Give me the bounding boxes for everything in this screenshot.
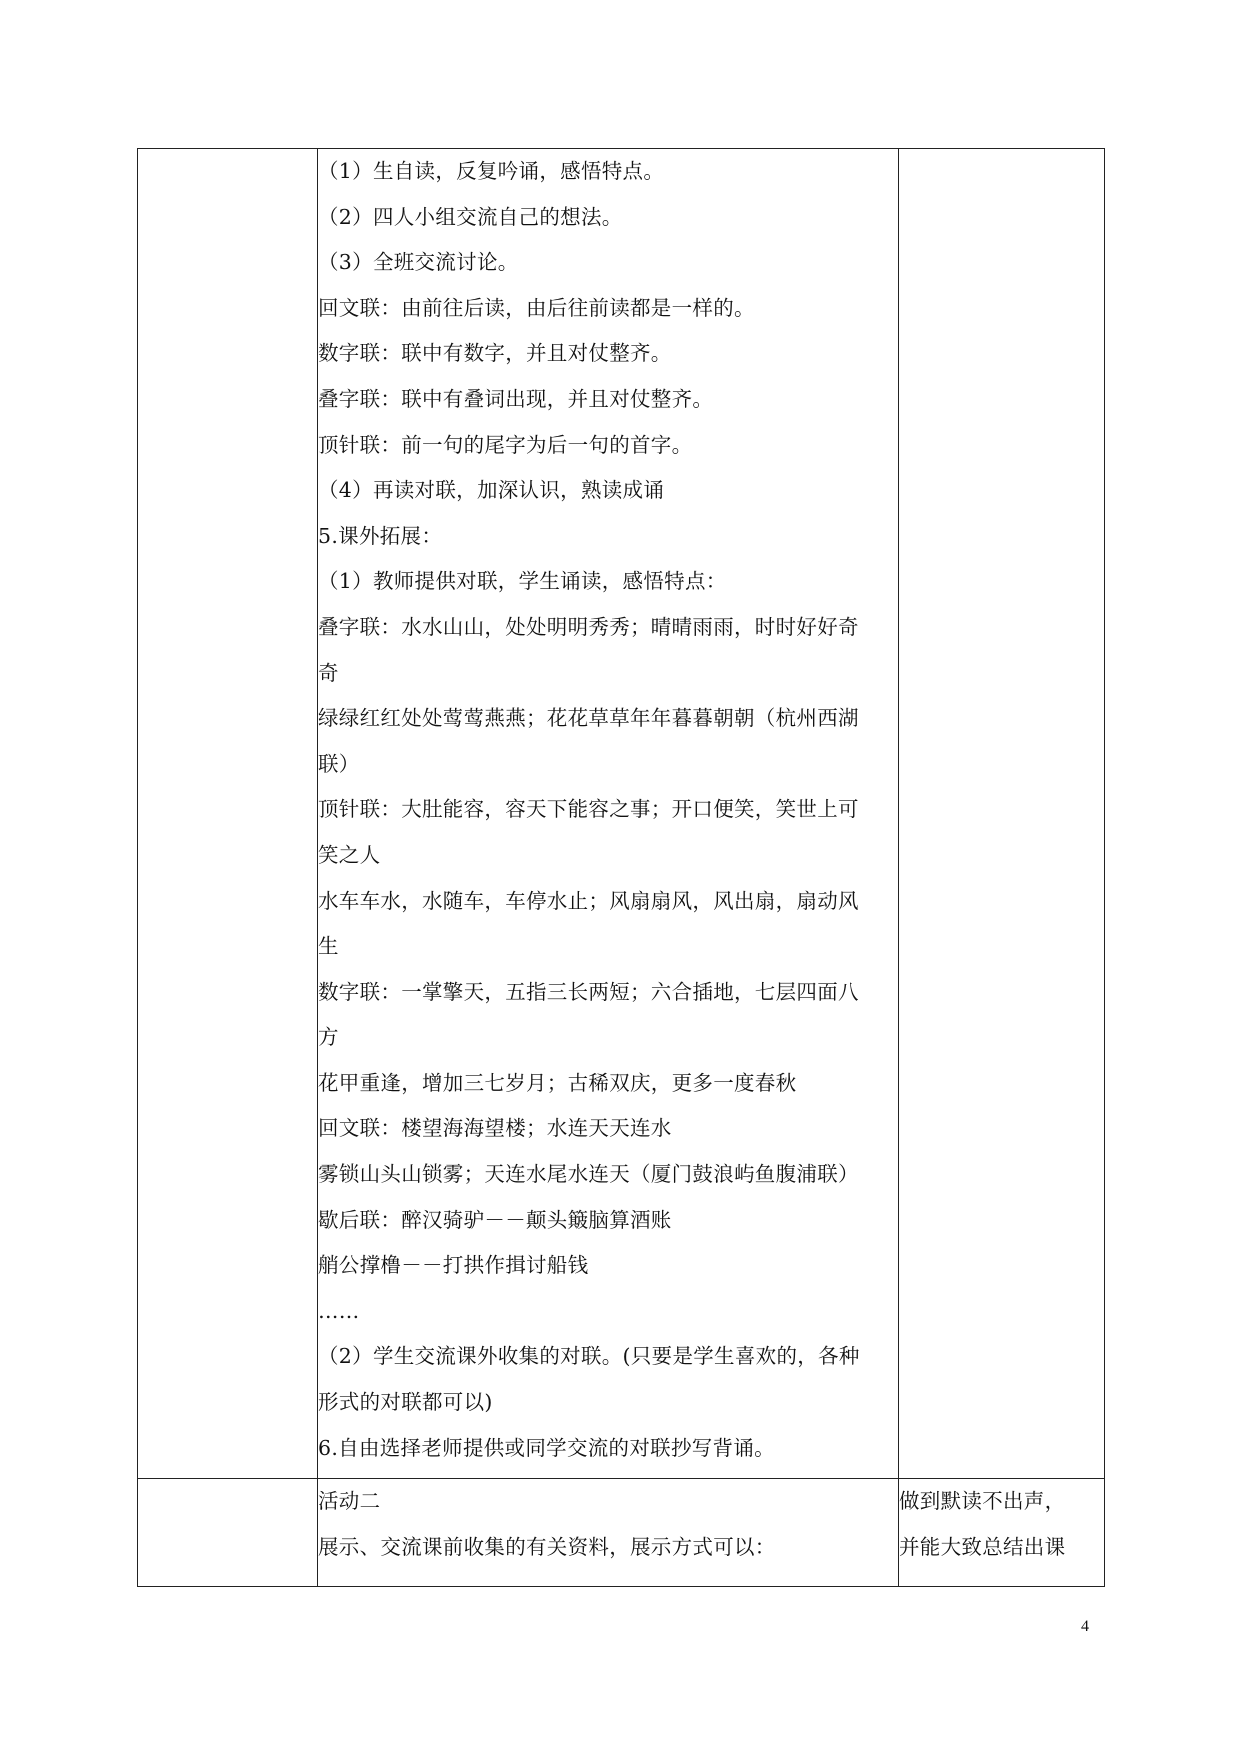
empty-left-cell [138, 149, 318, 1479]
side-note-cell [899, 1479, 1105, 1587]
content-line: 回文联：由前往后读，由后往前读都是一样的。 [318, 295, 755, 320]
content-line: 数字联：一掌擎天，五指三长两短；六合插地，七层四面八 [318, 979, 859, 1004]
content-line: 回文联：楼望海海望楼；水连天天连水 [318, 1116, 672, 1141]
content-line: 联） [318, 751, 360, 776]
content-line: （1）教师提供对联，学生诵读，感悟特点： [318, 569, 727, 594]
content-line: 数字联：联中有数字，并且对仗整齐。 [318, 341, 672, 366]
content-line: 笑之人 [318, 842, 381, 867]
content-line: （2）四人小组交流自己的想法。 [318, 204, 623, 229]
activity-content-cell [318, 149, 899, 1479]
empty-right-cell [899, 149, 1105, 1479]
content-line: （1）生自读，反复吟诵，感悟特点。 [318, 159, 665, 183]
page-number: 4 [1081, 1618, 1089, 1635]
content-line: 绿绿红红处处莺莺燕燕；花花草草年年暮暮朝朝（杭州西湖 [318, 706, 859, 731]
table-row [138, 1479, 1105, 1587]
content-line: …… [318, 1298, 360, 1323]
content-line: 生 [318, 934, 339, 959]
content-line: 形式的对联都可以) [318, 1390, 493, 1415]
content-lines [318, 149, 898, 1471]
content-line: 叠字联：联中有叠词出现，并且对仗整齐。 [318, 386, 714, 411]
content-line: 方 [318, 1025, 339, 1050]
content-line: 叠字联：水水山山，处处明明秀秀；晴晴雨雨，时时好好奇 [318, 614, 859, 639]
empty-left-cell [138, 1479, 318, 1587]
content-line: 顶针联：前一句的尾字为后一句的首字。 [318, 432, 693, 457]
content-line: 雾锁山头山锁雾；天连水尾水连天（厦门鼓浪屿鱼腹浦联） [318, 1162, 859, 1187]
table-row [138, 149, 1105, 1479]
content-line: 歇后联：醉汉骑驴－－颠头簸脑算酒账 [318, 1207, 672, 1232]
content-line: 5.课外拓展： [318, 523, 443, 548]
side-note-line: 做到默读不出声， [899, 1489, 1066, 1513]
content-line: （4）再读对联，加深认识，熟读成诵 [318, 478, 665, 503]
content-line: 艄公撑橹－－打拱作揖讨船钱 [318, 1253, 589, 1278]
lesson-plan-table [137, 148, 1105, 1587]
content-line: 水车车水，水随车，车停水止；风扇扇风，风出扇，扇动风 [318, 888, 859, 913]
activity-two-cell [318, 1479, 899, 1587]
activity-title: 活动二 [318, 1489, 381, 1513]
activity-text: 展示、交流课前收集的有关资料，展示方式可以： [318, 1534, 776, 1559]
content-line: （2）学生交流课外收集的对联。(只要是学生喜欢的，各种 [318, 1344, 860, 1369]
content-line: 奇 [318, 660, 339, 685]
content-line: 顶针联：大肚能容，容天下能容之事；开口便笑，笑世上可 [318, 797, 859, 822]
content-line: 花甲重逢，增加三七岁月；古稀双庆，更多一度春秋 [318, 1070, 797, 1095]
content-line: 6.自由选择老师提供或同学交流的对联抄写背诵。 [318, 1435, 775, 1460]
side-note-line: 并能大致总结出课 [899, 1534, 1066, 1559]
content-line: （3）全班交流讨论。 [318, 250, 519, 275]
